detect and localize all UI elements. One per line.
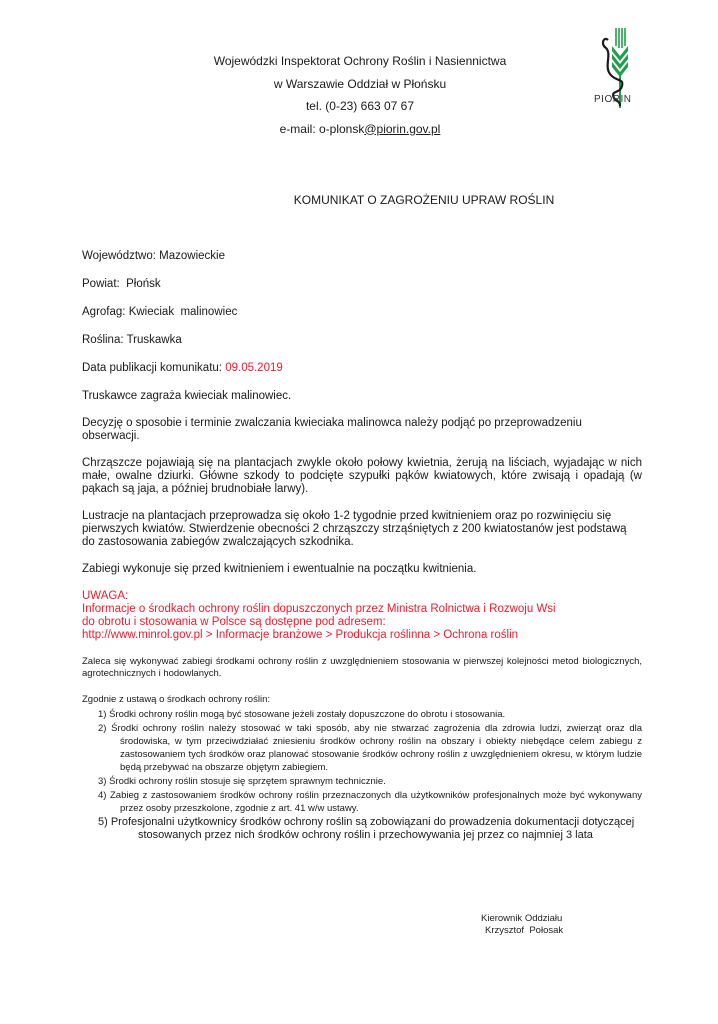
law-item-4: 4) Zabieg z zastosowaniem środków ochrony roślin przeznaczonych dla użytkowników profesjonalnych może być wykonywany przez osoby przeszkolone, zgodnie z art. 41 w/w ustawy. [98, 790, 642, 814]
institution-header [180, 50, 540, 140]
field-publication-date: Data publikacji komunikatu: 09.05.2019 [82, 362, 283, 374]
law-item-1: 1) Środki ochrony roślin mogą być stosowane jeżeli zostały dopuszczone do obrotu i stosowania. [98, 709, 506, 720]
document-body [82, 250, 642, 843]
signature-block [481, 913, 563, 937]
paragraph-threat: Truskawce zagraża kwieciak malinowiec. [82, 390, 292, 402]
page-title: KOMUNIKAT O ZAGROŻENIU UPRAW ROŚLIN [293, 193, 555, 207]
email-link[interactable]: @piorin.gov.pl [364, 121, 441, 136]
field-powiat: Powiat: Płońsk [82, 278, 161, 290]
signature-name: Krzysztof Połosak [485, 925, 564, 936]
paragraph-inspection: Lustracje na plantacjach przeprowadza się około 1-2 tygodnie przed kwitnieniem oraz po rozwinięciu się pierwszych kwiatów. Stwierdzenie obecności 2 chrząszczy strząśniętych z 200 kwiatostanów jest podstawą do zastosowania zabiegów zwalczających szkodnika. [82, 510, 627, 548]
agrofag-value: Kwieciak malinowiec [128, 306, 238, 318]
wojewodztwo-value: Mazowieckie [159, 250, 225, 262]
field-agrofag: Agrofag: Kwieciak malinowiec [82, 306, 238, 318]
publication-date-value: 09.05.2019 [225, 362, 283, 374]
warning-line-1: Informacje o środkach ochrony roślin dopuszczonych przez Ministra Rolnictwa i Rozwoju Wsi [82, 603, 556, 615]
law-item-3: 3) Środki ochrony roślin stosuje się sprzętem sprawnym technicznie. [98, 776, 386, 787]
roslina-value: Truskawka [126, 334, 182, 346]
recommendation-paragraph: Zaleca się wykonywać zabiegi środkami ochrony roślin z uwzględnieniem stosowania w pierwszej kolejności metod biologicznych, agrotechnicznych i hodowlanych. [82, 656, 642, 679]
law-item-5: 5) Profesjonalni użytkownicy środków ochrony roślin są zobowiązani do prowadzenia dokumentacji dotyczącej stosowanych przez nich środków ochrony roślin i przechowywania jej przez co najmniej 3 lata [98, 816, 635, 841]
piorin-logo-text: PIORIN [594, 94, 632, 105]
email-line [180, 118, 540, 141]
email-prefix: e-mail: o-plonsk [279, 121, 365, 136]
institution-branch: w Warszawie Oddział w Płońsku [273, 76, 447, 91]
paragraph-decision: Decyzję o sposobie i terminie zwalczania kwieciaka malinowca należy podjąć po przeprowadzeniu obserwacji. [82, 417, 582, 442]
law-section [82, 694, 642, 842]
warning-line-2: do obrotu i stosowania w Polsce są dostępne pod adresem: [82, 616, 386, 628]
phone-number: tel. (0-23) 663 07 67 [305, 99, 415, 113]
warning-heading: UWAGA: [82, 590, 129, 602]
paragraph-treatment: Zabiegi wykonuje się przed kwitnieniem i ewentualnie na początku kwitnienia. [82, 563, 477, 575]
paragraph-description: Chrząszcze pojawiają się na plantacjach zwykle około połowy kwietnia, żerują na liściach, wyjadając w nich małe, owalne dziurki. Główne szkody to podcięte szypułki pąków kwiatowych, które zwisają i opadają (w pąkach są jaja, a później brudnobiałe larwy). [82, 457, 642, 495]
institution-name: Wojewódzki Inspektorat Ochrony Roślin i Nasiennictwa [213, 54, 507, 68]
field-roslina: Roślina: Truskawka [82, 334, 182, 346]
law-item-2: 2) Środki ochrony roślin należy stosować w taki sposób, aby nie stwarzać zagrożenia dla zdrowia ludzi, zwierząt oraz dla środowiska, w tym przeciwdziałać zniesieniu środków ochrony roślin na obszary i obiekty niebędące celem zabiegu z zastosowaniem tych środków oraz planować stosowanie środków ochrony roślin z uwzględnieniem okresu, w którym ludzie będą przebywać na obszarze objętym zabiegiem. [98, 723, 642, 773]
warning-link[interactable]: http://www.minrol.gov.pl > Informacje branżowe > Produkcja roślinna > Ochrona roślin [82, 629, 519, 641]
law-intro: Zgodnie z ustawą o środkach ochrony roślin: [82, 694, 270, 705]
signature-role: Kierownik Oddziału [481, 913, 563, 924]
powiat-value: Płońsk [126, 278, 161, 290]
field-wojewodztwo: Województwo: Mazowieckie [82, 250, 225, 262]
warning-block [82, 590, 642, 642]
